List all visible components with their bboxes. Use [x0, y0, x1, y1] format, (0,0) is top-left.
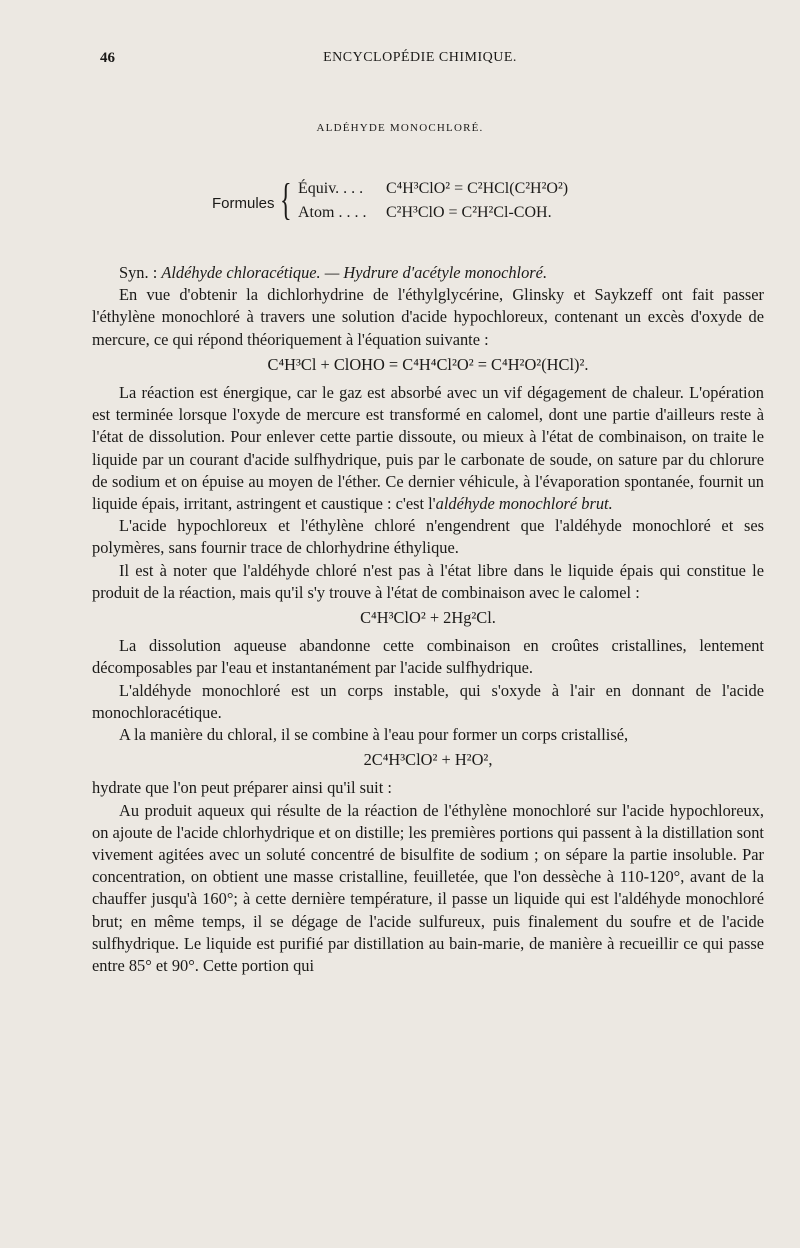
formula-value: C⁴H³ClO² = C²HCl(C²H²O²)	[386, 180, 569, 197]
paragraph: L'acide hypochloreux et l'éthylène chloré n'engendrent que l'aldéhyde monochloré et ses polymères, sans fournir trace de chlorhydrine éthylique.	[92, 516, 764, 558]
formula-label: Équiv. . . .	[298, 180, 364, 197]
formula-row-atom	[298, 204, 552, 222]
formula-row-equiv	[298, 180, 568, 198]
paragraph-text: La réaction est énergique, car le gaz est absorbé avec un vif dégagement de chaleur. L'opération est terminée lorsque l'oxyde de mercure est transformé en calomel, dont une partie d'ailleurs reste à l'état de dissolution. Pour enlever cette partie dissoute, ou mieux à l'état de combinaison, on traite le liquide par un courant d'acide sulfhydrique, puis par le carbonate de soude, on sature par du chlorure de sodium et on épuise au moyen de l'éther. Ce dernier véhicule, à l'évaporation spontanée, fournit un liquide épais, irritant, astringent et caustique : c'est l'	[92, 383, 764, 514]
paragraph: La dissolution aqueuse abandonne cette combinaison en croûtes cristallines, lentement décomposables par l'eau et instantanément par l'acide sulfhydrique.	[92, 636, 764, 678]
synonyms-label: Syn. :	[119, 263, 162, 282]
paragraph: Il est à noter que l'aldéhyde chloré n'est pas à l'état libre dans le liquide épais qui constitue le produit de la réaction, mais qu'il s'y trouve à l'état de combinaison avec le calomel :	[92, 560, 764, 602]
synonyms	[92, 262, 764, 284]
section-title: ALDÉHYDE MONOCHLORÉ.	[316, 122, 484, 134]
formula-label: Atom . . . .	[298, 204, 367, 221]
equation: 2C⁴H³ClO² + H²O²,	[363, 750, 493, 770]
paragraph: A la manière du chloral, il se combine à l'eau pour former un corps cristallisé,	[119, 725, 629, 745]
formula-block	[212, 176, 712, 236]
running-title: ENCYCLOPÉDIE CHIMIQUE.	[323, 50, 517, 65]
equation: C⁴H³Cl + ClOHO = C⁴H⁴Cl²O² = C⁴H²O²(HCl)².	[267, 354, 589, 374]
paragraph: L'aldéhyde monochloré est un corps instable, qui s'oxyde à l'air en donnant de l'acide monochloracétique.	[92, 680, 764, 722]
formula-lead: Formules	[212, 195, 275, 212]
synonyms-names: Aldéhyde chloracétique. — Hydrure d'acétyle monochloré.	[161, 263, 548, 282]
product-name: aldéhyde monochloré brut.	[435, 494, 613, 514]
paragraph: hydrate que l'on peut préparer ainsi qu'il suit :	[92, 778, 392, 798]
page-number: 46	[100, 50, 115, 66]
paragraph: En vue d'obtenir la dichlorhydrine de l'éthylglycérine, Glinsky et Saykzeff ont fait passer l'éthylène monochloré à travers une solution d'acide hypochloreux, contenant un excès d'oxyde de mercure, ce qui répond théoriquement à l'équation suivante :	[92, 285, 764, 349]
paragraph	[92, 382, 764, 515]
formula-value: C²H³ClO = C²H²Cl-COH.	[386, 204, 552, 221]
paragraph: Au produit aqueux qui résulte de la réaction de l'éthylène monochloré sur l'acide hypochloreux, on ajoute de l'acide chlorhydrique et on distille; les premières portions qui passent à la distillation sont vivement agitées avec un soluté concentré de bisulfite de sodium ; on sépare la partie insoluble. Par concentration, on obtient une masse cristalline, feuilletée, que l'on dessèche à 110-120°, avant de la chauffer jusqu'à 160°; à cette dernière température, il passe un liquide qui est l'aldéhyde monochloré brut; en même temps, il se dégage de l'acide sulfureux, puis finalement du soufre et de l'acide sulfhydrique. Le liquide est purifié par distillation au bain-marie, de manière à recueillir ce qui passe entre 85° et 90°. Cette portion qui	[92, 800, 764, 976]
body-text	[92, 262, 764, 977]
equation: C⁴H³ClO² + 2Hg²Cl.	[360, 608, 496, 628]
page-header	[100, 50, 740, 76]
brace-icon: {	[280, 175, 292, 224]
